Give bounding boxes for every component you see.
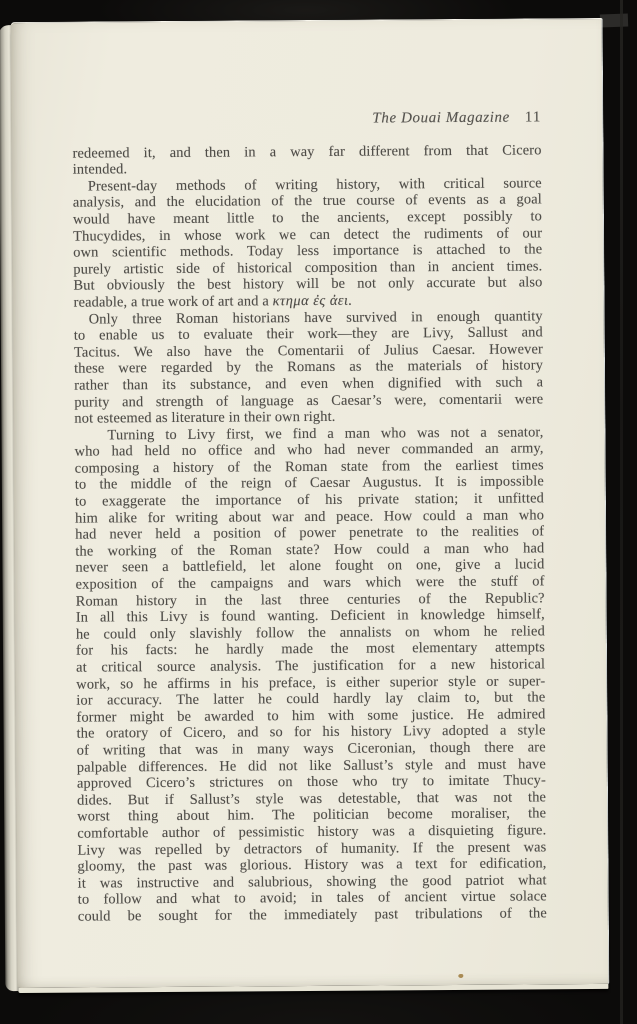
text-line: analysis, and the elucidation of the true course of events as a goal	[72, 191, 542, 212]
foxing-speck	[458, 974, 463, 978]
text-line: to exaggerate the importance of his private station; it unfitted	[74, 490, 545, 510]
text-line: But obviously the best history will be not only accurate but also	[73, 274, 543, 294]
text-line: of writing that was in many ways Ciceronian, though there are	[76, 739, 546, 759]
text-line: to enable us to evaluate their work—they are Livy, Sallust and	[73, 324, 543, 344]
text-line: readable, a true work of art and a κτημα ἐς ἀει.	[73, 292, 353, 311]
text-line: the oratory of Cicero, and so for his history Livy adopted a style	[76, 722, 546, 743]
page-content	[11, 19, 609, 988]
text-line: purely artistic side of historical composition than in ancient times.	[73, 258, 543, 278]
text-line: Livy was repelled by detractors of humanity. If the present was	[77, 838, 547, 859]
text-line: these were regarded by the Romans as the materials of history	[74, 357, 544, 377]
text-line: composing a history of the Roman state from the earliest times	[74, 457, 544, 477]
text-line: rather than its substance, and even when dignified with such a	[74, 374, 544, 394]
paragraph	[73, 175, 543, 311]
text-line: not esteemed as literature in their own right.	[74, 408, 336, 427]
text-line: dides. But if Sallust’s style was detestable, that was not the	[77, 789, 547, 809]
text-line: Only three Roman historians have survived in enough quantity	[88, 307, 543, 328]
text-line: it was instructive and salubrious, showing the good patriot what	[77, 872, 547, 892]
text-line: for his facts: he hardly made the most elementary attempts	[75, 639, 546, 660]
text-line: to follow and what to avoid; in tales of ancient virtue solace	[77, 888, 547, 908]
text-line: former might be awarded to him with some justice. He admired	[76, 706, 546, 726]
text-line: approved Cicero’s strictures on those who try to imitate Thucy-	[76, 772, 546, 792]
text-line: to the middle of the reign of Caesar Augustus. It is impossible	[74, 473, 544, 494]
text-line: he could only slavishly follow the annalists on whom he relied	[75, 623, 545, 643]
text-line: would have meant little to the ancients, except possibly to	[72, 208, 543, 228]
text-line: comfortable author of pessimistic history was a disquieting figure.	[77, 822, 547, 842]
paragraph	[74, 424, 546, 925]
text-line: Present-day methods of writing history, with critical source	[87, 175, 542, 195]
text-line: at critical source analysis. The justification for a new historical	[76, 656, 546, 676]
book-page	[11, 18, 610, 988]
text-line: work, so he affirms in his preface, is either superior style or super-	[76, 672, 546, 693]
text-block	[72, 142, 546, 925]
cover-highlight	[600, 14, 628, 28]
text-line: the working of the Roman state? How could a man who had	[75, 540, 545, 560]
text-line: exposition of the campaigns and wars which were the stuff of	[75, 573, 545, 593]
text-line: In all this Livy is found wanting. Deficient in knowledge himself,	[75, 606, 545, 626]
text-line: him alike for writing about war and peace. How could a man who	[75, 507, 545, 527]
cover-edge	[620, 0, 623, 1024]
text-line: Roman history in the last three centuries of the Republic?	[75, 589, 545, 610]
text-line: gloomy, the past was glorious. History was a text for edification,	[77, 855, 547, 875]
text-line: worst thing about him. The politician become moraliser, the	[77, 805, 547, 825]
book-page-wrapper	[11, 18, 610, 988]
text-line: Turning to Livy first, we find a man who was not a senator,	[107, 424, 544, 444]
text-line: intended.	[72, 161, 128, 178]
text-line: Thucydides, in whose work we can detect the rudiments of our	[73, 224, 543, 245]
paragraph	[74, 308, 544, 427]
journal-title: The Douai Magazine	[372, 109, 510, 127]
text-line: never seen a battlefield, let alone fought on one, give a lucid	[75, 556, 545, 577]
text-line: palpable differences. He did not like Sallust’s style and must have	[76, 755, 546, 776]
text-line: own scientific methods. Today less importance is attached to the	[73, 241, 543, 261]
page-number: 11	[524, 109, 542, 126]
text-line: who had held no office and who had never commanded an army,	[74, 440, 544, 460]
text-line: purity and strength of language as Caesar’s were, comentarii were	[74, 390, 544, 411]
text-line: redeemed it, and then in a way far different from that Cicero	[72, 141, 542, 162]
running-header	[72, 109, 541, 129]
text-line: had never held a position of power penetrate to the realities of	[75, 523, 545, 543]
paragraph	[72, 142, 541, 178]
text-line: Tacitus. We also have the Comentarii of Julius Caesar. However	[73, 341, 543, 361]
text-line: could be sought for the immediately past tribulations of the	[77, 905, 547, 925]
text-line: ior accuracy. The latter he could hardly lay claim to, but the	[76, 689, 546, 709]
